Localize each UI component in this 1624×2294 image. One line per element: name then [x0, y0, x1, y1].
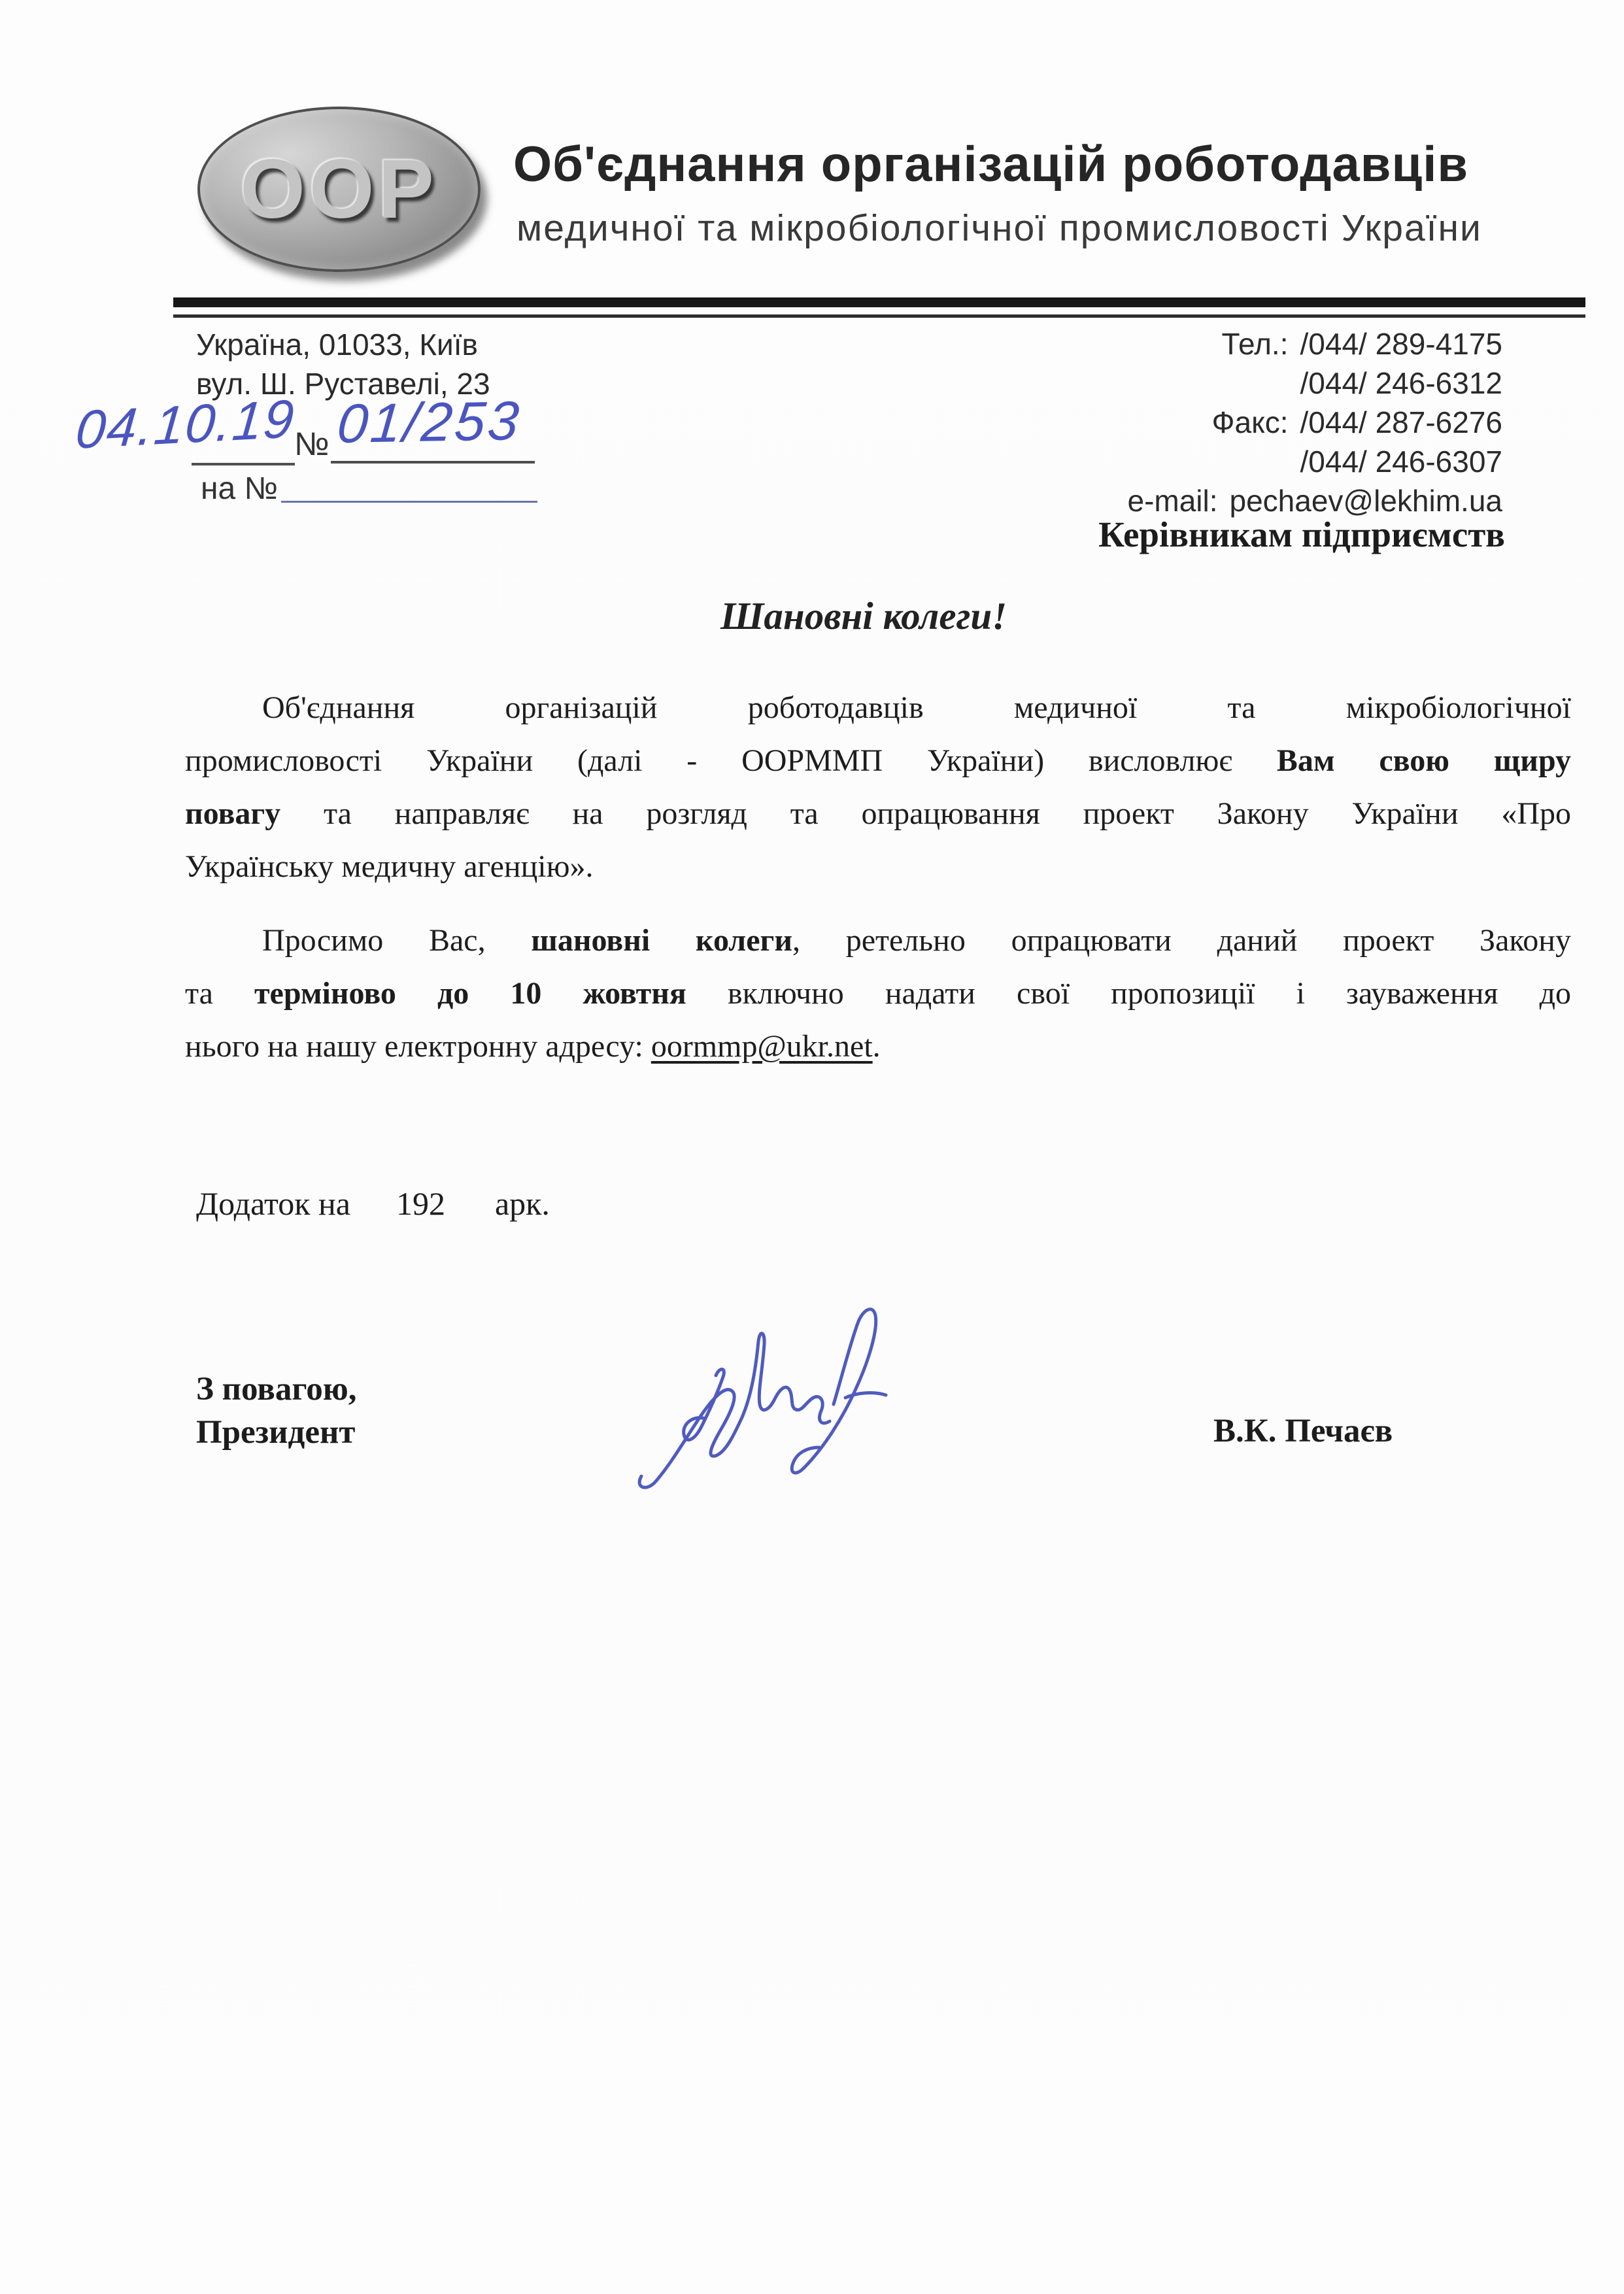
- address-street: вул. Ш. Руставелі, 23: [196, 367, 490, 401]
- org-logo: [197, 107, 481, 272]
- phone-number-2: /044/ 246-6312: [1300, 366, 1502, 400]
- org-logo-text: ООР: [240, 143, 438, 236]
- fax-line-2: [914, 442, 1502, 481]
- body-text-segment: Вам свою щиру: [1276, 743, 1572, 778]
- body-text-segment: Українську медичну агенцію».: [185, 849, 594, 884]
- signature-flourish: [684, 1369, 724, 1440]
- email-label: e-mail:: [1127, 484, 1218, 518]
- body-line: [185, 734, 1571, 787]
- body-text-segment: , ретельно опрацювати даний проект Закону: [792, 923, 1571, 958]
- body-text-segment: повагу: [185, 796, 281, 831]
- body-text-segment: включно надати свої пропозиції і зауваження до: [686, 976, 1572, 1011]
- handwritten-ref-number: 01/253: [335, 389, 524, 454]
- attachment-note: [196, 1185, 550, 1223]
- body-line: [185, 681, 1571, 734]
- attachment-prefix: Додаток на: [196, 1185, 350, 1222]
- contacts-block: [914, 324, 1502, 520]
- header-rule-thick: [173, 297, 1585, 307]
- body-text-segment: та направляє на розгляд та опрацювання проект Закону України «Про: [280, 796, 1571, 831]
- body-line: [185, 967, 1571, 1020]
- closing-respectfully: З повагою,: [196, 1371, 357, 1408]
- signature-dash: [845, 1393, 886, 1398]
- handwritten-date: 04.10.19: [73, 388, 297, 460]
- attachment-sheet-count: 192: [396, 1185, 445, 1222]
- phone-number-1: /044/ 289-4175: [1300, 327, 1502, 361]
- body-text-segment: та: [185, 976, 254, 1011]
- body-text-segment: Просимо Вас,: [262, 923, 532, 958]
- closing-title-president: Президент: [196, 1414, 356, 1451]
- body-text-segment: Об'єднання організацій роботодавців медичної та мікробіологічної: [262, 690, 1571, 725]
- phone-label: Тел.:: [1221, 327, 1289, 361]
- phone-line-2: [914, 363, 1502, 403]
- fax-number-1: /044/ 287-6276: [1300, 405, 1502, 439]
- signature-scribble: [626, 1298, 907, 1494]
- phone-line-1: [914, 324, 1502, 363]
- fax-line-1: [914, 403, 1502, 442]
- letter-body: [185, 681, 1571, 1094]
- body-paragraph: [185, 681, 1571, 893]
- body-paragraph: [185, 914, 1571, 1073]
- body-text-segment: промисловості України (далі - ООРММП України) висловлює: [185, 743, 1277, 778]
- body-line: [185, 914, 1571, 967]
- ref-number-underline: [331, 461, 535, 464]
- signature-main-stroke: [639, 1334, 830, 1488]
- number-symbol: №: [294, 426, 330, 462]
- signature-loop-stroke: [792, 1309, 875, 1473]
- body-line: [185, 840, 1571, 893]
- body-line: [185, 787, 1571, 840]
- attachment-suffix: арк.: [494, 1185, 550, 1222]
- address-country-city: Україна, 01033, Київ: [196, 328, 478, 362]
- org-name-line1: Об'єднання організацій роботодавців: [513, 137, 1469, 192]
- email-address: pechaev@lekhim.ua: [1229, 484, 1502, 518]
- recipient-line: Керівникам підприємств: [1098, 514, 1505, 554]
- fax-number-2: /044/ 246-6307: [1300, 445, 1502, 479]
- body-text-segment: терміново до 10 жовтня: [254, 976, 686, 1011]
- org-name-line2: медичної та мікробіологічної промисловості України: [516, 207, 1482, 249]
- reply-to-label: на №: [201, 471, 279, 506]
- signer-name: В.К. Печаєв: [1213, 1413, 1393, 1449]
- body-email-address: oormmp@ukr.net: [651, 1029, 873, 1064]
- body-text-segment: нього на нашу електронну адресу:: [185, 1029, 651, 1064]
- body-text-segment: .: [872, 1029, 881, 1064]
- date-underline: [192, 463, 295, 465]
- body-text-segment: шановні колеги: [531, 923, 792, 958]
- salutation: Шановні колеги!: [720, 594, 1007, 637]
- fax-label: Факс:: [1211, 405, 1289, 439]
- reply-to-underline: [281, 501, 537, 503]
- body-line: [185, 1020, 1571, 1073]
- header-rule-thin: [173, 314, 1585, 318]
